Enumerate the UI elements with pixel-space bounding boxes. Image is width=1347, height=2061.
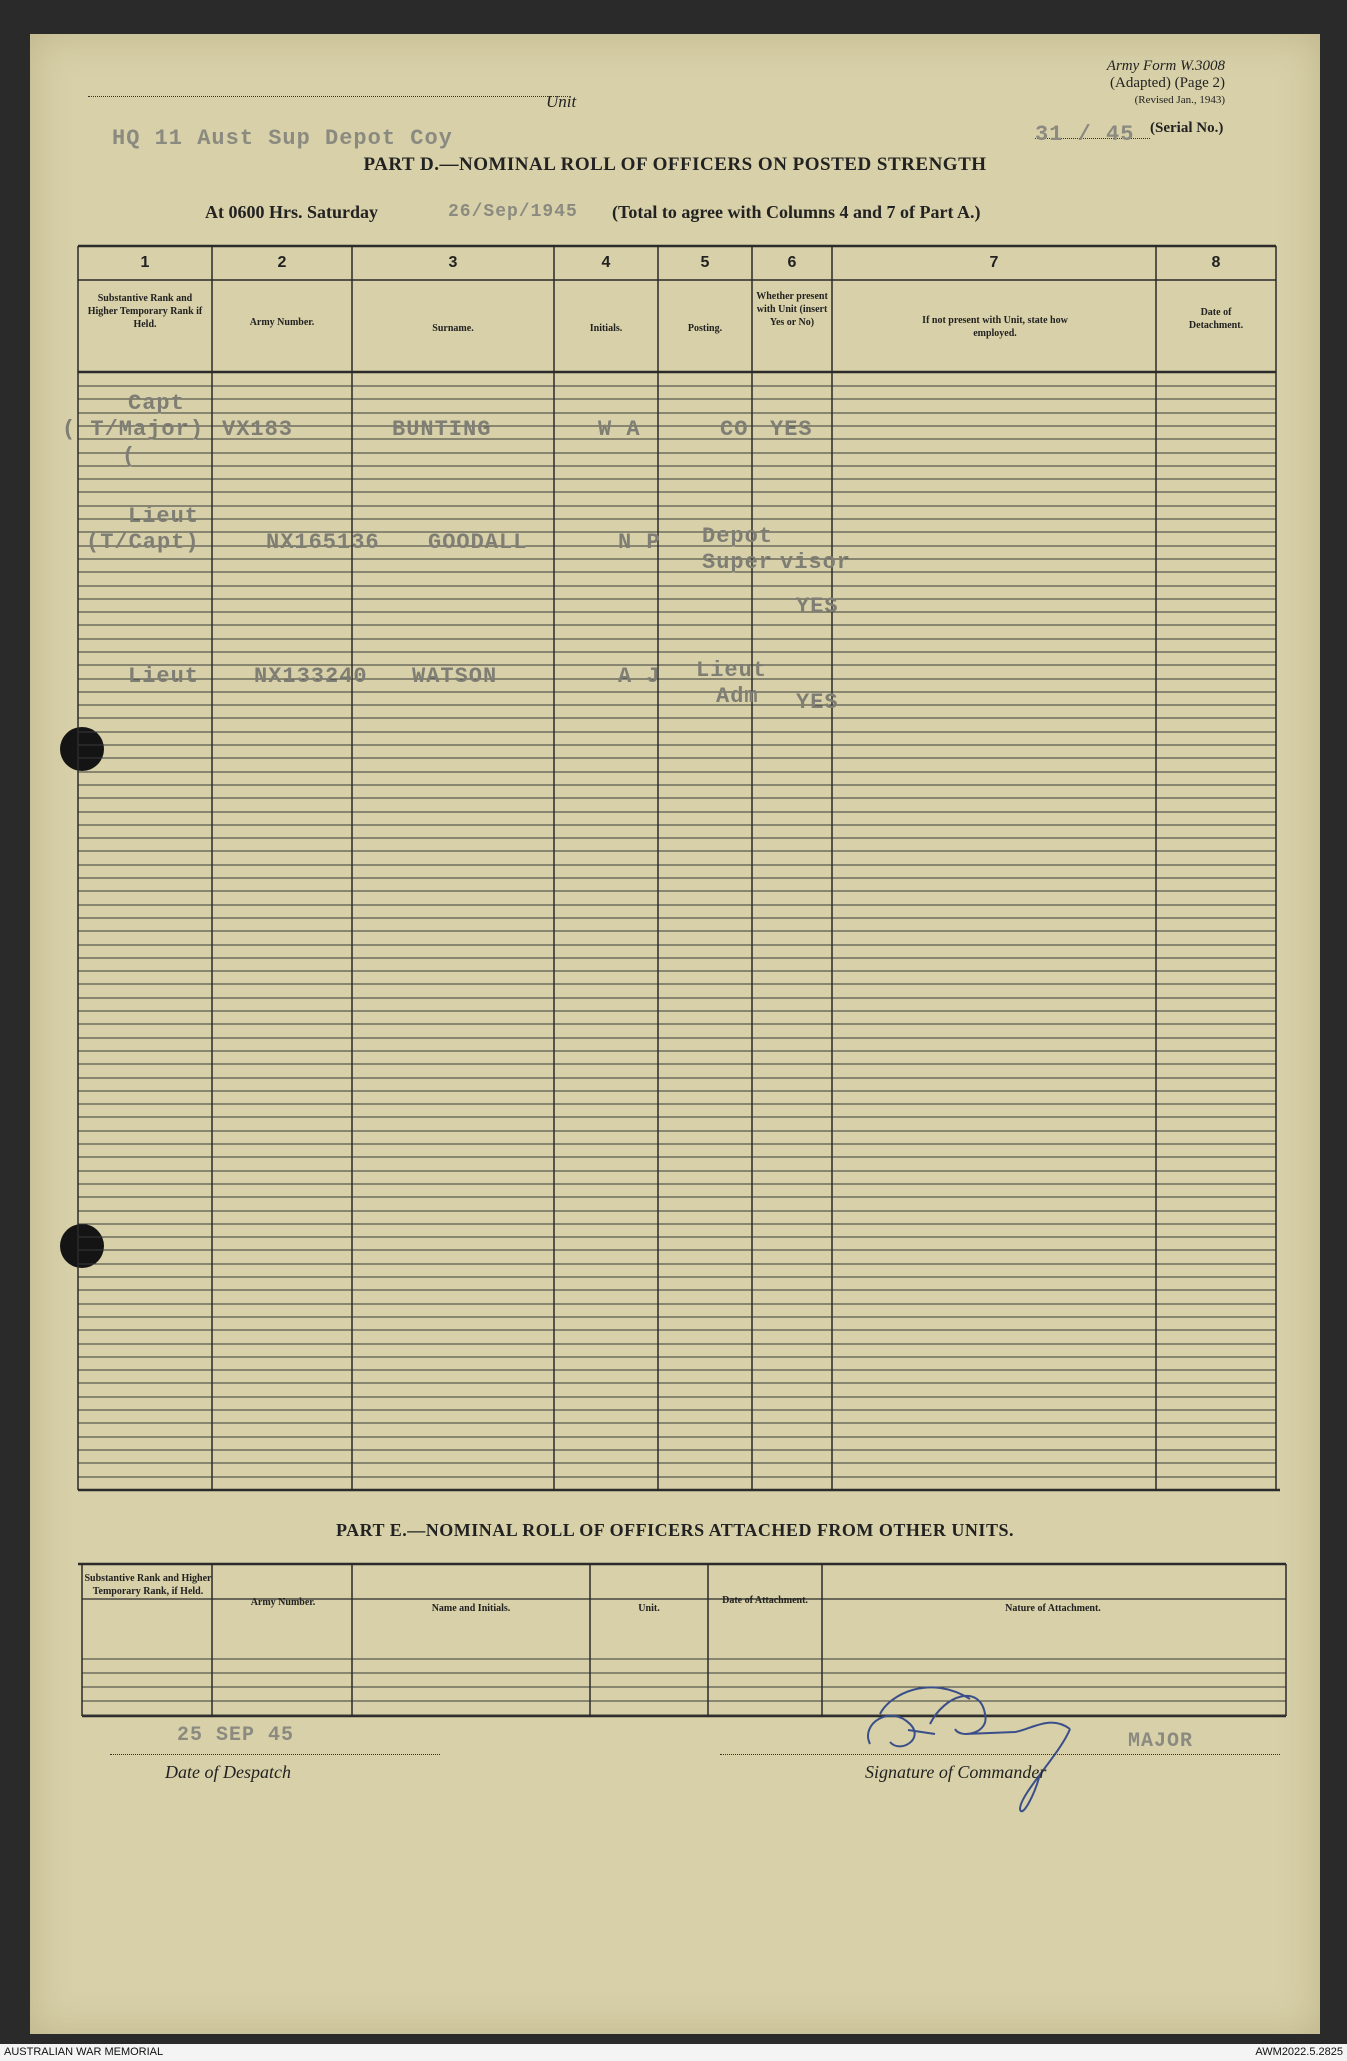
at-total-note: (Total to agree with Columns 4 and 7 of Part A.) bbox=[612, 202, 981, 222]
e-col-header-army-number: Army Number. bbox=[250, 1597, 316, 1608]
despatch-label: Date of Despatch bbox=[165, 1762, 291, 1782]
form-number: Army Form W.3008 bbox=[1106, 58, 1225, 74]
entry-1-rank-cont: ( bbox=[122, 444, 137, 469]
entry-1-present: YES bbox=[770, 417, 813, 442]
entry-3-posting-2: Adm bbox=[716, 684, 759, 709]
despatch-date: 25 SEP 45 bbox=[177, 1724, 295, 1747]
col-header-initials: Initials. bbox=[589, 323, 623, 334]
at-date: 26/Sep/1945 bbox=[448, 202, 578, 222]
col-number: 2 bbox=[277, 254, 287, 271]
signature-line bbox=[720, 1754, 1280, 1755]
unit-label: Unit bbox=[546, 92, 577, 111]
entry-3-rank: Lieut bbox=[128, 664, 200, 689]
part-e-title: PART E.—NOMINAL ROLL OF OFFICERS ATTACHED FROM OTHER UNITS. bbox=[336, 1520, 1014, 1540]
archive-reference: AWM2022.5.2825 bbox=[1255, 2046, 1343, 2058]
col-header-posting: Posting. bbox=[687, 323, 723, 334]
col-number: 6 bbox=[787, 254, 797, 271]
entry-3-present: YES bbox=[796, 690, 839, 715]
serial-label: (Serial No.) bbox=[1150, 120, 1224, 136]
e-col-header-attachment-date: Date of Attachment. bbox=[722, 1595, 808, 1606]
col-header-army-number: Army Number. bbox=[249, 317, 315, 328]
commander-rank: MAJOR bbox=[1128, 1730, 1194, 1753]
col-number: 1 bbox=[140, 254, 150, 271]
entry-3-posting: Lieut bbox=[696, 658, 768, 683]
col-number: 5 bbox=[700, 254, 710, 271]
col-header-present: Whether present with Unit (insert Yes or No) bbox=[756, 291, 828, 328]
entry-1-rank: Capt bbox=[128, 391, 185, 416]
entry-3-number: NX133240 bbox=[254, 664, 368, 689]
entry-1-rank-temp: ( T/Major) bbox=[62, 417, 205, 442]
entry-2-rank-temp: (T/Capt) bbox=[86, 530, 200, 555]
entry-2-posting-cont: visor bbox=[780, 550, 852, 575]
entry-1-surname: BUNTING bbox=[392, 417, 492, 442]
despatch-line bbox=[110, 1754, 440, 1755]
col-header-detachment: Date of Detachment. bbox=[1188, 307, 1244, 331]
entry-2-posting-2: Super bbox=[702, 550, 774, 575]
entry-1-number: VX183 bbox=[222, 417, 294, 442]
col-header-surname: Surname. bbox=[432, 323, 474, 334]
entry-2-present: YES bbox=[796, 594, 839, 619]
e-col-header-name: Name and Initials. bbox=[431, 1603, 511, 1614]
e-col-header-unit: Unit. bbox=[638, 1603, 660, 1614]
entry-1-posting: CO bbox=[720, 417, 749, 442]
commander-signature bbox=[868, 1687, 1070, 1811]
entry-2-initials: N P bbox=[618, 530, 661, 555]
entry-2-surname: GOODALL bbox=[428, 530, 528, 555]
archive-name: AUSTRALIAN WAR MEMORIAL bbox=[4, 2046, 164, 2058]
unit-value: HQ 11 Aust Sup Depot Coy bbox=[112, 126, 453, 151]
col-header-employment: If not present with Unit, state how employed. bbox=[922, 315, 1068, 339]
signature-label: Signature of Commander bbox=[865, 1762, 1047, 1782]
e-col-header-rank: Substantive Rank and Higher Temporary Rank, if Held. bbox=[84, 1573, 212, 1597]
e-col-header-nature: Nature of Attachment. bbox=[1005, 1603, 1101, 1614]
form-adapted: (Adapted) (Page 2) bbox=[1110, 75, 1225, 91]
serial-value: 31 / 45 bbox=[1035, 122, 1135, 147]
entry-3-initials: A J bbox=[618, 664, 661, 689]
entry-3-surname: WATSON bbox=[412, 664, 498, 689]
form-page bbox=[30, 34, 1320, 2034]
col-number: 8 bbox=[1211, 254, 1221, 271]
archive-footer bbox=[0, 2044, 1347, 2061]
at-prefix: At 0600 Hrs. Saturday bbox=[205, 202, 379, 222]
col-header-rank: Substantive Rank and Higher Temporary Rank if Held. bbox=[87, 293, 203, 330]
entry-2-posting: Depot bbox=[702, 524, 774, 549]
entry-2-number: NX165136 bbox=[266, 530, 380, 555]
entry-2-rank: Lieut bbox=[128, 504, 200, 529]
part-d-title: PART D.—NOMINAL ROLL OF OFFICERS ON POSTED STRENGTH bbox=[363, 154, 987, 175]
entry-1-initials: W A bbox=[598, 417, 641, 442]
col-number: 3 bbox=[448, 254, 458, 271]
form-revised: (Revised Jan., 1943) bbox=[1134, 94, 1225, 106]
col-number: 7 bbox=[989, 254, 999, 271]
col-number: 4 bbox=[601, 254, 611, 271]
